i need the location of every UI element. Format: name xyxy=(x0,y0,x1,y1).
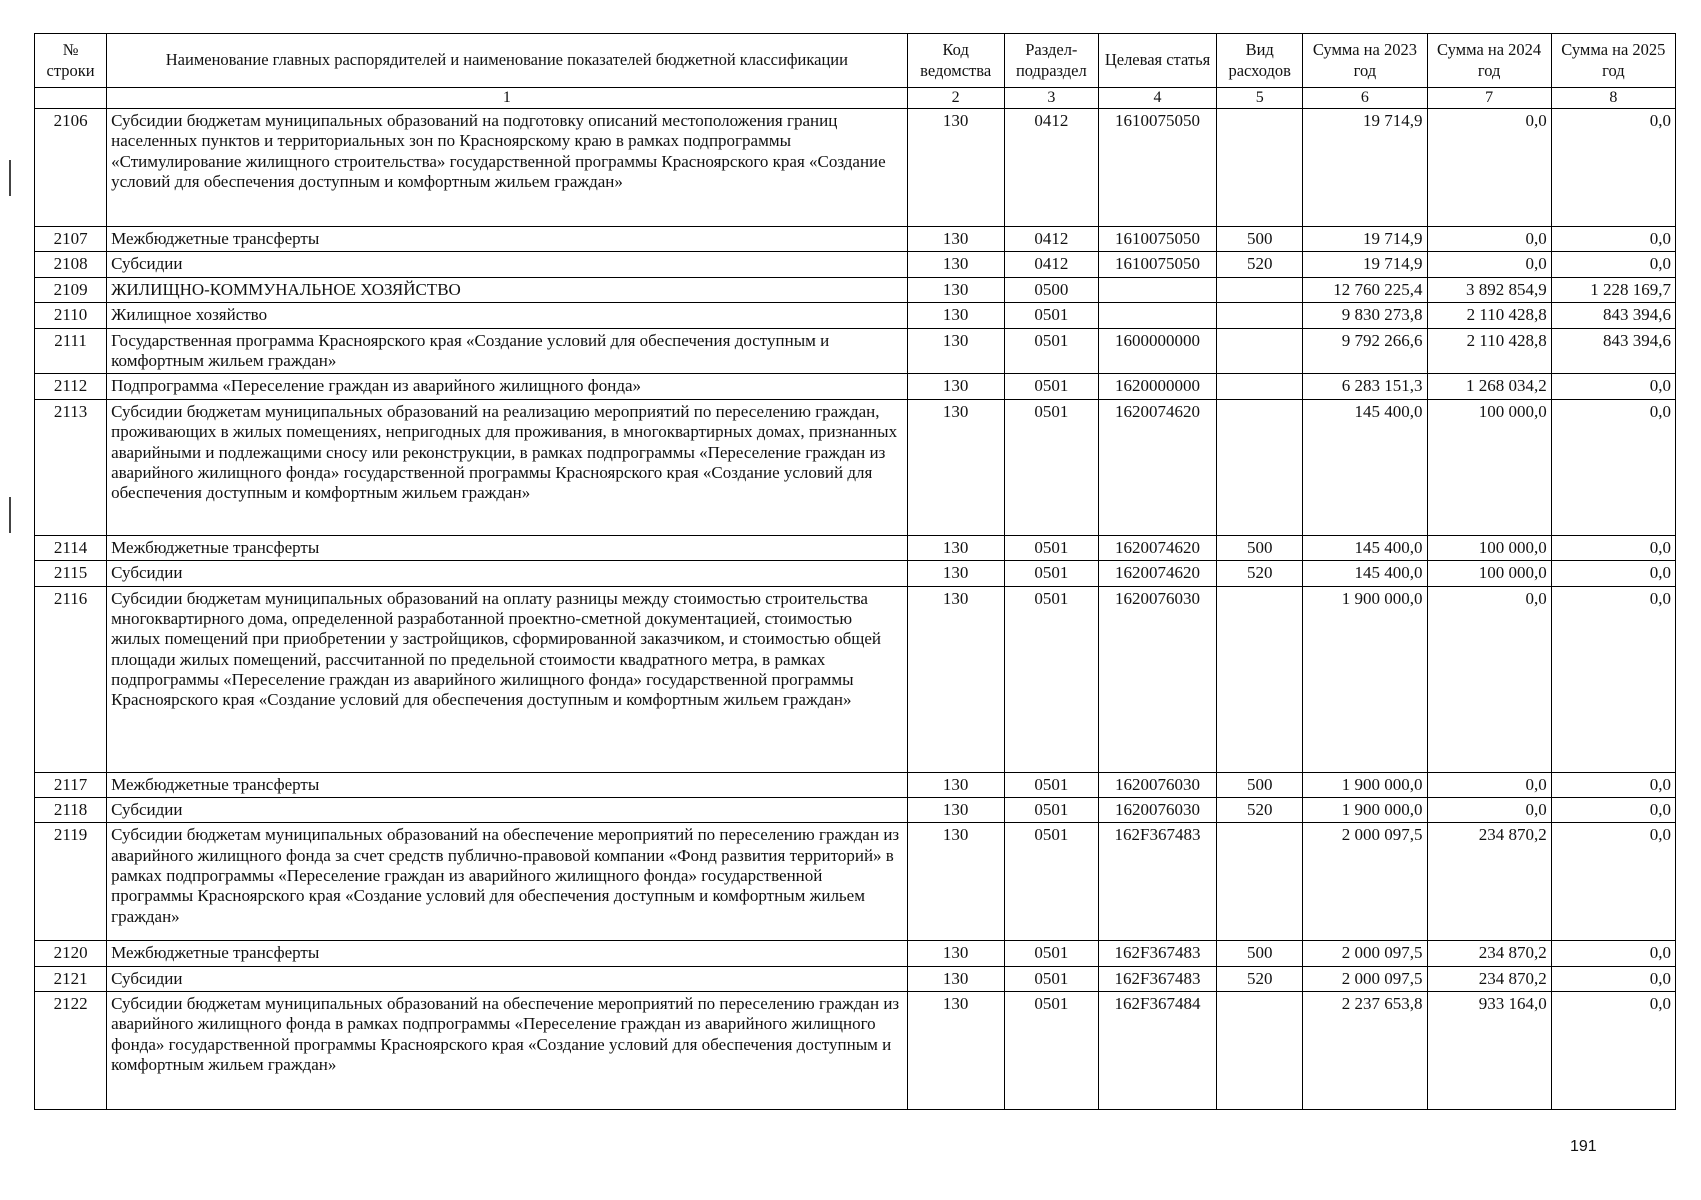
dept-code-cell: 130 xyxy=(907,586,1004,772)
section-cell: 0501 xyxy=(1004,586,1098,772)
section-cell: 0501 xyxy=(1004,992,1098,1110)
sum-2024-cell: 933 164,0 xyxy=(1427,992,1551,1110)
exp-type-cell: 520 xyxy=(1217,797,1303,822)
sum-2023-cell: 145 400,0 xyxy=(1303,535,1427,560)
row-name-cell: Государственная программа Красноярского края «Создание условий для обеспечения доступным и комфортным жильем граждан» xyxy=(107,328,907,374)
sum-2025-cell: 0,0 xyxy=(1551,561,1675,586)
target-cell: 162F367483 xyxy=(1098,823,1216,941)
column-number: 8 xyxy=(1551,88,1675,109)
exp-type-cell: 520 xyxy=(1217,561,1303,586)
sum-2024-cell: 100 000,0 xyxy=(1427,561,1551,586)
section-cell: 0501 xyxy=(1004,966,1098,991)
section-cell: 0412 xyxy=(1004,109,1098,227)
row-name-cell: Межбюджетные трансферты xyxy=(107,941,907,966)
target-cell: 1610075050 xyxy=(1098,109,1216,227)
sum-2025-cell: 1 228 169,7 xyxy=(1551,277,1675,302)
dept-code-cell: 130 xyxy=(907,535,1004,560)
table-row xyxy=(35,586,1676,772)
dept-code-cell: 130 xyxy=(907,823,1004,941)
exp-type-cell xyxy=(1217,328,1303,374)
exp-type-cell: 520 xyxy=(1217,252,1303,277)
sum-2025-cell: 0,0 xyxy=(1551,772,1675,797)
column-number: 5 xyxy=(1217,88,1303,109)
sum-2024-cell: 0,0 xyxy=(1427,772,1551,797)
table-row xyxy=(35,941,1676,966)
sum-2025-cell: 843 394,6 xyxy=(1551,328,1675,374)
target-cell: 1610075050 xyxy=(1098,252,1216,277)
table-row xyxy=(35,277,1676,302)
section-cell: 0501 xyxy=(1004,941,1098,966)
sum-2024-cell: 0,0 xyxy=(1427,252,1551,277)
exp-type-cell: 500 xyxy=(1217,535,1303,560)
sum-2023-cell: 12 760 225,4 xyxy=(1303,277,1427,302)
target-cell xyxy=(1098,303,1216,328)
header-sum-2025: Сумма на 2025 год xyxy=(1551,34,1675,88)
row-number-cell: 2122 xyxy=(35,992,107,1110)
header-target: Целевая статья xyxy=(1098,34,1216,88)
header-sum-2023: Сумма на 2023 год xyxy=(1303,34,1427,88)
dept-code-cell: 130 xyxy=(907,328,1004,374)
header-name: Наименование главных распорядителей и наименование показателей бюджетной классификации xyxy=(107,34,907,88)
exp-type-cell xyxy=(1217,277,1303,302)
dept-code-cell: 130 xyxy=(907,374,1004,399)
header-section: Раздел-подраздел xyxy=(1004,34,1098,88)
dept-code-cell: 130 xyxy=(907,992,1004,1110)
sum-2023-cell: 2 000 097,5 xyxy=(1303,823,1427,941)
sum-2024-cell: 234 870,2 xyxy=(1427,823,1551,941)
table-row xyxy=(35,374,1676,399)
row-name-cell: Субсидии xyxy=(107,797,907,822)
sum-2025-cell: 0,0 xyxy=(1551,823,1675,941)
header-row xyxy=(35,34,1676,88)
target-cell: 162F367483 xyxy=(1098,966,1216,991)
sum-2023-cell: 145 400,0 xyxy=(1303,399,1427,535)
dept-code-cell: 130 xyxy=(907,966,1004,991)
sum-2024-cell: 3 892 854,9 xyxy=(1427,277,1551,302)
sum-2025-cell: 0,0 xyxy=(1551,966,1675,991)
sum-2025-cell: 0,0 xyxy=(1551,941,1675,966)
row-name-cell: Подпрограмма «Переселение граждан из аварийного жилищного фонда» xyxy=(107,374,907,399)
section-cell: 0412 xyxy=(1004,252,1098,277)
exp-type-cell xyxy=(1217,823,1303,941)
row-name-cell: Субсидии xyxy=(107,252,907,277)
sum-2024-cell: 2 110 428,8 xyxy=(1427,328,1551,374)
sum-2023-cell: 9 792 266,6 xyxy=(1303,328,1427,374)
margin-mark xyxy=(9,160,11,196)
sum-2024-cell: 100 000,0 xyxy=(1427,535,1551,560)
sum-2023-cell: 9 830 273,8 xyxy=(1303,303,1427,328)
section-cell: 0501 xyxy=(1004,374,1098,399)
dept-code-cell: 130 xyxy=(907,277,1004,302)
section-cell: 0501 xyxy=(1004,772,1098,797)
column-number-row xyxy=(35,88,1676,109)
row-name-cell: Субсидии бюджетам муниципальных образований на обеспечение мероприятий по переселению граждан из аварийного жилищного фонда за счет средств публично-правовой компании «Фонд развития территорий» в рамках подпрограммы «Переселение граждан из аварийного жилищного фонда» государственной программы Красноярского края «Создание условий для обеспечения доступным и комфортным жильем граждан» xyxy=(107,823,907,941)
target-cell: 1620074620 xyxy=(1098,561,1216,586)
sum-2025-cell: 843 394,6 xyxy=(1551,303,1675,328)
exp-type-cell xyxy=(1217,374,1303,399)
table-row xyxy=(35,535,1676,560)
dept-code-cell: 130 xyxy=(907,227,1004,252)
sum-2025-cell: 0,0 xyxy=(1551,797,1675,822)
sum-2025-cell: 0,0 xyxy=(1551,992,1675,1110)
table-body xyxy=(35,109,1676,1110)
exp-type-cell xyxy=(1217,992,1303,1110)
row-number-cell: 2109 xyxy=(35,277,107,302)
section-cell: 0500 xyxy=(1004,277,1098,302)
column-number: 1 xyxy=(107,88,907,109)
row-name-cell: Жилищное хозяйство xyxy=(107,303,907,328)
exp-type-cell xyxy=(1217,586,1303,772)
exp-type-cell xyxy=(1217,303,1303,328)
sum-2023-cell: 1 900 000,0 xyxy=(1303,586,1427,772)
row-name-cell: Межбюджетные трансферты xyxy=(107,535,907,560)
dept-code-cell: 130 xyxy=(907,109,1004,227)
table-row xyxy=(35,328,1676,374)
sum-2024-cell: 0,0 xyxy=(1427,797,1551,822)
sum-2024-cell: 0,0 xyxy=(1427,227,1551,252)
column-number: 4 xyxy=(1098,88,1216,109)
row-name-cell: Субсидии бюджетам муниципальных образований на обеспечение мероприятий по переселению граждан из аварийного жилищного фонда в рамках подпрограммы «Переселение граждан из аварийного жилищного фонда» государственной программы Красноярского края «Создание условий для обеспечения доступным и комфортным жильем граждан» xyxy=(107,992,907,1110)
target-cell: 1620074620 xyxy=(1098,399,1216,535)
target-cell: 1600000000 xyxy=(1098,328,1216,374)
row-number-cell: 2121 xyxy=(35,966,107,991)
table-row xyxy=(35,992,1676,1110)
dept-code-cell: 130 xyxy=(907,797,1004,822)
sum-2024-cell: 234 870,2 xyxy=(1427,941,1551,966)
row-number-cell: 2108 xyxy=(35,252,107,277)
exp-type-cell: 500 xyxy=(1217,227,1303,252)
target-cell: 162F367484 xyxy=(1098,992,1216,1110)
section-cell: 0501 xyxy=(1004,797,1098,822)
dept-code-cell: 130 xyxy=(907,941,1004,966)
row-number-cell: 2115 xyxy=(35,561,107,586)
header-dept-code: Код ведомства xyxy=(907,34,1004,88)
budget-table xyxy=(34,33,1676,1110)
target-cell: 1620074620 xyxy=(1098,535,1216,560)
section-cell: 0501 xyxy=(1004,303,1098,328)
row-number-cell: 2120 xyxy=(35,941,107,966)
row-name-cell: Субсидии xyxy=(107,561,907,586)
row-number-cell: 2110 xyxy=(35,303,107,328)
sum-2023-cell: 2 000 097,5 xyxy=(1303,966,1427,991)
sum-2025-cell: 0,0 xyxy=(1551,227,1675,252)
sum-2025-cell: 0,0 xyxy=(1551,109,1675,227)
sum-2025-cell: 0,0 xyxy=(1551,535,1675,560)
dept-code-cell: 130 xyxy=(907,252,1004,277)
section-cell: 0501 xyxy=(1004,823,1098,941)
exp-type-cell xyxy=(1217,399,1303,535)
column-number: 6 xyxy=(1303,88,1427,109)
row-number-cell: 2106 xyxy=(35,109,107,227)
margin-mark xyxy=(9,497,11,533)
target-cell xyxy=(1098,277,1216,302)
target-cell: 1620076030 xyxy=(1098,586,1216,772)
header-row-no: № строки xyxy=(35,34,107,88)
row-number-cell: 2107 xyxy=(35,227,107,252)
sum-2024-cell: 100 000,0 xyxy=(1427,399,1551,535)
section-cell: 0501 xyxy=(1004,399,1098,535)
header-sum-2024: Сумма на 2024 год xyxy=(1427,34,1551,88)
table-row xyxy=(35,109,1676,227)
sum-2025-cell: 0,0 xyxy=(1551,374,1675,399)
target-cell: 1620076030 xyxy=(1098,797,1216,822)
table-row xyxy=(35,772,1676,797)
table-row xyxy=(35,227,1676,252)
column-number: 2 xyxy=(907,88,1004,109)
row-name-cell: Субсидии бюджетам муниципальных образований на реализацию мероприятий по переселению граждан, проживающих в жилых помещениях, непригодных для проживания, в многоквартирных домах, признанных аварийными и подлежащими сносу или реконструкции, в рамках подпрограммы «Переселение граждан из аварийного жилищного фонда» государственной программы Красноярского края «Создание условий для обеспечения доступным и комфортным жильем граждан» xyxy=(107,399,907,535)
sum-2024-cell: 1 268 034,2 xyxy=(1427,374,1551,399)
sum-2023-cell: 19 714,9 xyxy=(1303,227,1427,252)
row-name-cell: Субсидии xyxy=(107,966,907,991)
sum-2023-cell: 2 237 653,8 xyxy=(1303,992,1427,1110)
column-number: 7 xyxy=(1427,88,1551,109)
row-name-cell: Субсидии бюджетам муниципальных образований на оплату разницы между стоимостью строительства многоквартирного дома, определенной разработанной проектно-сметной документацией, стоимостью жилых помещений при приобретении у застройщиков, сформированной заказчиком, и стоимостью общей площади жилых помещений, рассчитанной по предельной стоимости квадратного метра, в рамках подпрограммы «Переселение граждан из аварийного жилищного фонда» государственной программы Красноярского края «Создание условий для обеспечения доступным и комфортным жильем граждан» xyxy=(107,586,907,772)
sum-2024-cell: 2 110 428,8 xyxy=(1427,303,1551,328)
dept-code-cell: 130 xyxy=(907,303,1004,328)
row-number-cell: 2112 xyxy=(35,374,107,399)
section-cell: 0501 xyxy=(1004,561,1098,586)
sum-2025-cell: 0,0 xyxy=(1551,399,1675,535)
section-cell: 0501 xyxy=(1004,328,1098,374)
target-cell: 1620076030 xyxy=(1098,772,1216,797)
table-row xyxy=(35,966,1676,991)
row-number-cell: 2111 xyxy=(35,328,107,374)
target-cell: 162F367483 xyxy=(1098,941,1216,966)
sum-2025-cell: 0,0 xyxy=(1551,252,1675,277)
sum-2024-cell: 0,0 xyxy=(1427,586,1551,772)
column-number: 3 xyxy=(1004,88,1098,109)
dept-code-cell: 130 xyxy=(907,772,1004,797)
target-cell: 1620000000 xyxy=(1098,374,1216,399)
table-row xyxy=(35,399,1676,535)
sum-2024-cell: 0,0 xyxy=(1427,109,1551,227)
header-exp-type: Вид расходов xyxy=(1217,34,1303,88)
section-cell: 0501 xyxy=(1004,535,1098,560)
dept-code-cell: 130 xyxy=(907,399,1004,535)
row-name-cell: Межбюджетные трансферты xyxy=(107,772,907,797)
table-row xyxy=(35,252,1676,277)
exp-type-cell xyxy=(1217,109,1303,227)
column-number xyxy=(35,88,107,109)
exp-type-cell: 500 xyxy=(1217,941,1303,966)
table-row xyxy=(35,823,1676,941)
dept-code-cell: 130 xyxy=(907,561,1004,586)
sum-2023-cell: 19 714,9 xyxy=(1303,109,1427,227)
row-number-cell: 2119 xyxy=(35,823,107,941)
section-cell: 0412 xyxy=(1004,227,1098,252)
sum-2024-cell: 234 870,2 xyxy=(1427,966,1551,991)
sum-2023-cell: 1 900 000,0 xyxy=(1303,797,1427,822)
table-row xyxy=(35,797,1676,822)
exp-type-cell: 500 xyxy=(1217,772,1303,797)
sum-2023-cell: 1 900 000,0 xyxy=(1303,772,1427,797)
row-number-cell: 2116 xyxy=(35,586,107,772)
row-number-cell: 2118 xyxy=(35,797,107,822)
sum-2023-cell: 2 000 097,5 xyxy=(1303,941,1427,966)
sum-2023-cell: 145 400,0 xyxy=(1303,561,1427,586)
exp-type-cell: 520 xyxy=(1217,966,1303,991)
row-number-cell: 2114 xyxy=(35,535,107,560)
target-cell: 1610075050 xyxy=(1098,227,1216,252)
row-name-cell: Субсидии бюджетам муниципальных образований на подготовку описаний местоположения границ населенных пунктов и территориальных зон по Красноярскому краю в рамках подпрограммы «Стимулирование жилищного строительства» государственной программы Красноярского края «Создание условий для обеспечения доступным и комфортным жильем граждан» xyxy=(107,109,907,227)
sum-2023-cell: 19 714,9 xyxy=(1303,252,1427,277)
row-name-cell: ЖИЛИЩНО-КОММУНАЛЬНОЕ ХОЗЯЙСТВО xyxy=(107,277,907,302)
row-number-cell: 2117 xyxy=(35,772,107,797)
row-name-cell: Межбюджетные трансферты xyxy=(107,227,907,252)
page-number: 191 xyxy=(1570,1138,1597,1155)
sum-2023-cell: 6 283 151,3 xyxy=(1303,374,1427,399)
table-row xyxy=(35,561,1676,586)
sum-2025-cell: 0,0 xyxy=(1551,586,1675,772)
row-number-cell: 2113 xyxy=(35,399,107,535)
table-row xyxy=(35,303,1676,328)
